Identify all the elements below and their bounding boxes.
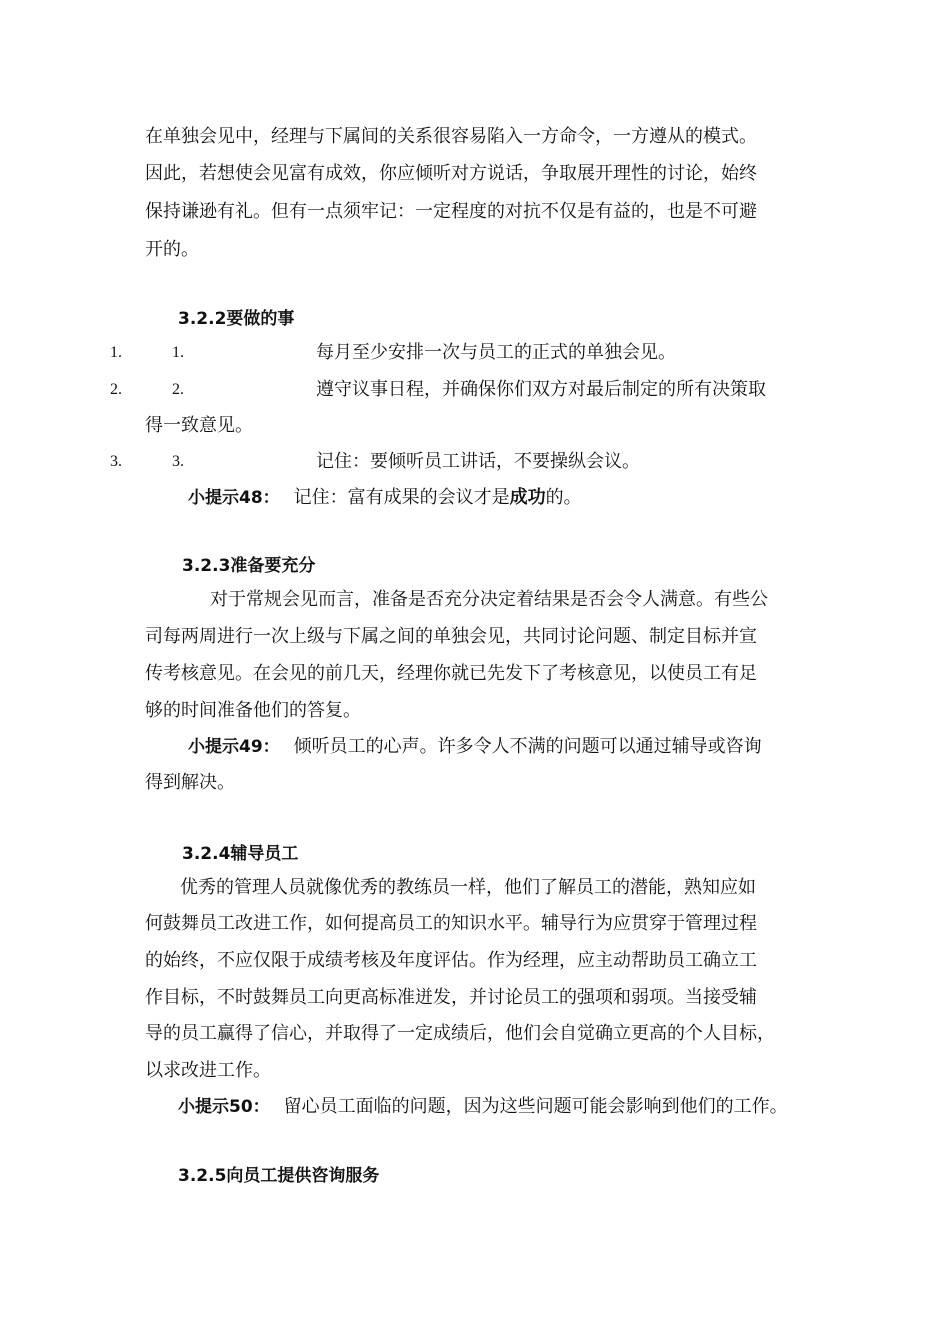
tip-50-label: 小提示50： xyxy=(178,1097,270,1117)
s324-line-3: 的始终，不应仅限于成绩考核及年度评估。作为经理，应主动帮助员工确立工 xyxy=(145,950,757,971)
s324-line-4: 作目标，不时鼓舞员工向更高标准迸发，并讨论员工的强项和弱项。当接受辅 xyxy=(145,987,757,1008)
intro-line-3: 保持谦逊有礼。但有一点须牢记：一定程度的对抗不仅是有益的，也是不可避 xyxy=(145,201,757,222)
list-outer-number-2: 2. xyxy=(110,381,122,398)
list-inner-number-1: 1. xyxy=(172,344,184,361)
s323-line-2: 司每两周进行一次上级与下属之间的单独会见，共同讨论问题、制定目标并宣 xyxy=(145,626,757,647)
s324-line-1: 优秀的管理人员就像优秀的教练员一样，他们了解员工的潜能，熟知应如 xyxy=(180,877,756,898)
list-item-2-continuation: 得一致意见。 xyxy=(145,415,253,436)
section-heading-324: 3.2.4辅导员工 xyxy=(182,844,299,864)
tip-50 xyxy=(178,1095,788,1119)
tip-49 xyxy=(188,735,762,759)
list-outer-number-3: 3. xyxy=(110,453,122,470)
tip-49-label: 小提示49： xyxy=(188,737,280,757)
tip-49-continuation: 得到解决。 xyxy=(145,772,235,793)
tip-50-text: 留心员工面临的问题，因为这些问题可能会影响到他们的工作。 xyxy=(283,1096,788,1117)
s324-line-5: 导的员工赢得了信心，并取得了一定成绩后，他们会自觉确立更高的个人目标， xyxy=(145,1023,775,1044)
list-inner-number-3: 3. xyxy=(172,453,184,470)
list-item-1-text: 每月至少安排一次与员工的正式的单独会见。 xyxy=(316,342,676,363)
intro-line-2: 因此，若想使会见富有成效，你应倾听对方说话，争取展开理性的讨论，始终 xyxy=(145,163,757,184)
s323-line-3: 传考核意见。在会见的前几天，经理你就已先发下了考核意见，以使员工有足 xyxy=(145,663,757,684)
s324-line-2: 何鼓舞员工改进工作，如何提高员工的知识水平。辅导行为应贯穿于管理过程 xyxy=(145,913,757,934)
s323-line-1: 对于常规会见而言，准备是否充分决定着结果是否会令人满意。有些公 xyxy=(210,589,768,610)
list-item-2-text: 遵守议事日程，并确保你们双方对最后制定的所有决策取 xyxy=(316,379,766,400)
tip-49-text: 倾听员工的心声。许多令人不满的问题可以通过辅导或咨询 xyxy=(293,736,762,757)
section-heading-322: 3.2.2要做的事 xyxy=(178,309,295,329)
tip-48-label: 小提示48： xyxy=(188,488,280,508)
section-heading-323: 3.2.3准备要充分 xyxy=(182,556,316,576)
list-inner-number-2: 2. xyxy=(172,381,184,398)
list-item-3-text: 记住：要倾听员工讲话，不要操纵会议。 xyxy=(316,451,640,472)
intro-line-4: 开的。 xyxy=(145,239,199,260)
s324-line-6: 以求改进工作。 xyxy=(145,1060,271,1081)
s323-line-4: 够的时间准备他们的答复。 xyxy=(145,700,361,721)
section-heading-325: 3.2.5向员工提供咨询服务 xyxy=(178,1166,380,1186)
tip-48-text: 记住：富有成果的会议才是 xyxy=(293,487,510,508)
tip-48-tail: 的。 xyxy=(545,487,582,508)
list-outer-number-1: 1. xyxy=(110,344,122,361)
tip-48-bold: 成功 xyxy=(509,487,546,508)
intro-line-1: 在单独会见中，经理与下属间的关系很容易陷入一方命令，一方遵从的模式。 xyxy=(145,126,757,147)
tip-48 xyxy=(188,486,582,510)
